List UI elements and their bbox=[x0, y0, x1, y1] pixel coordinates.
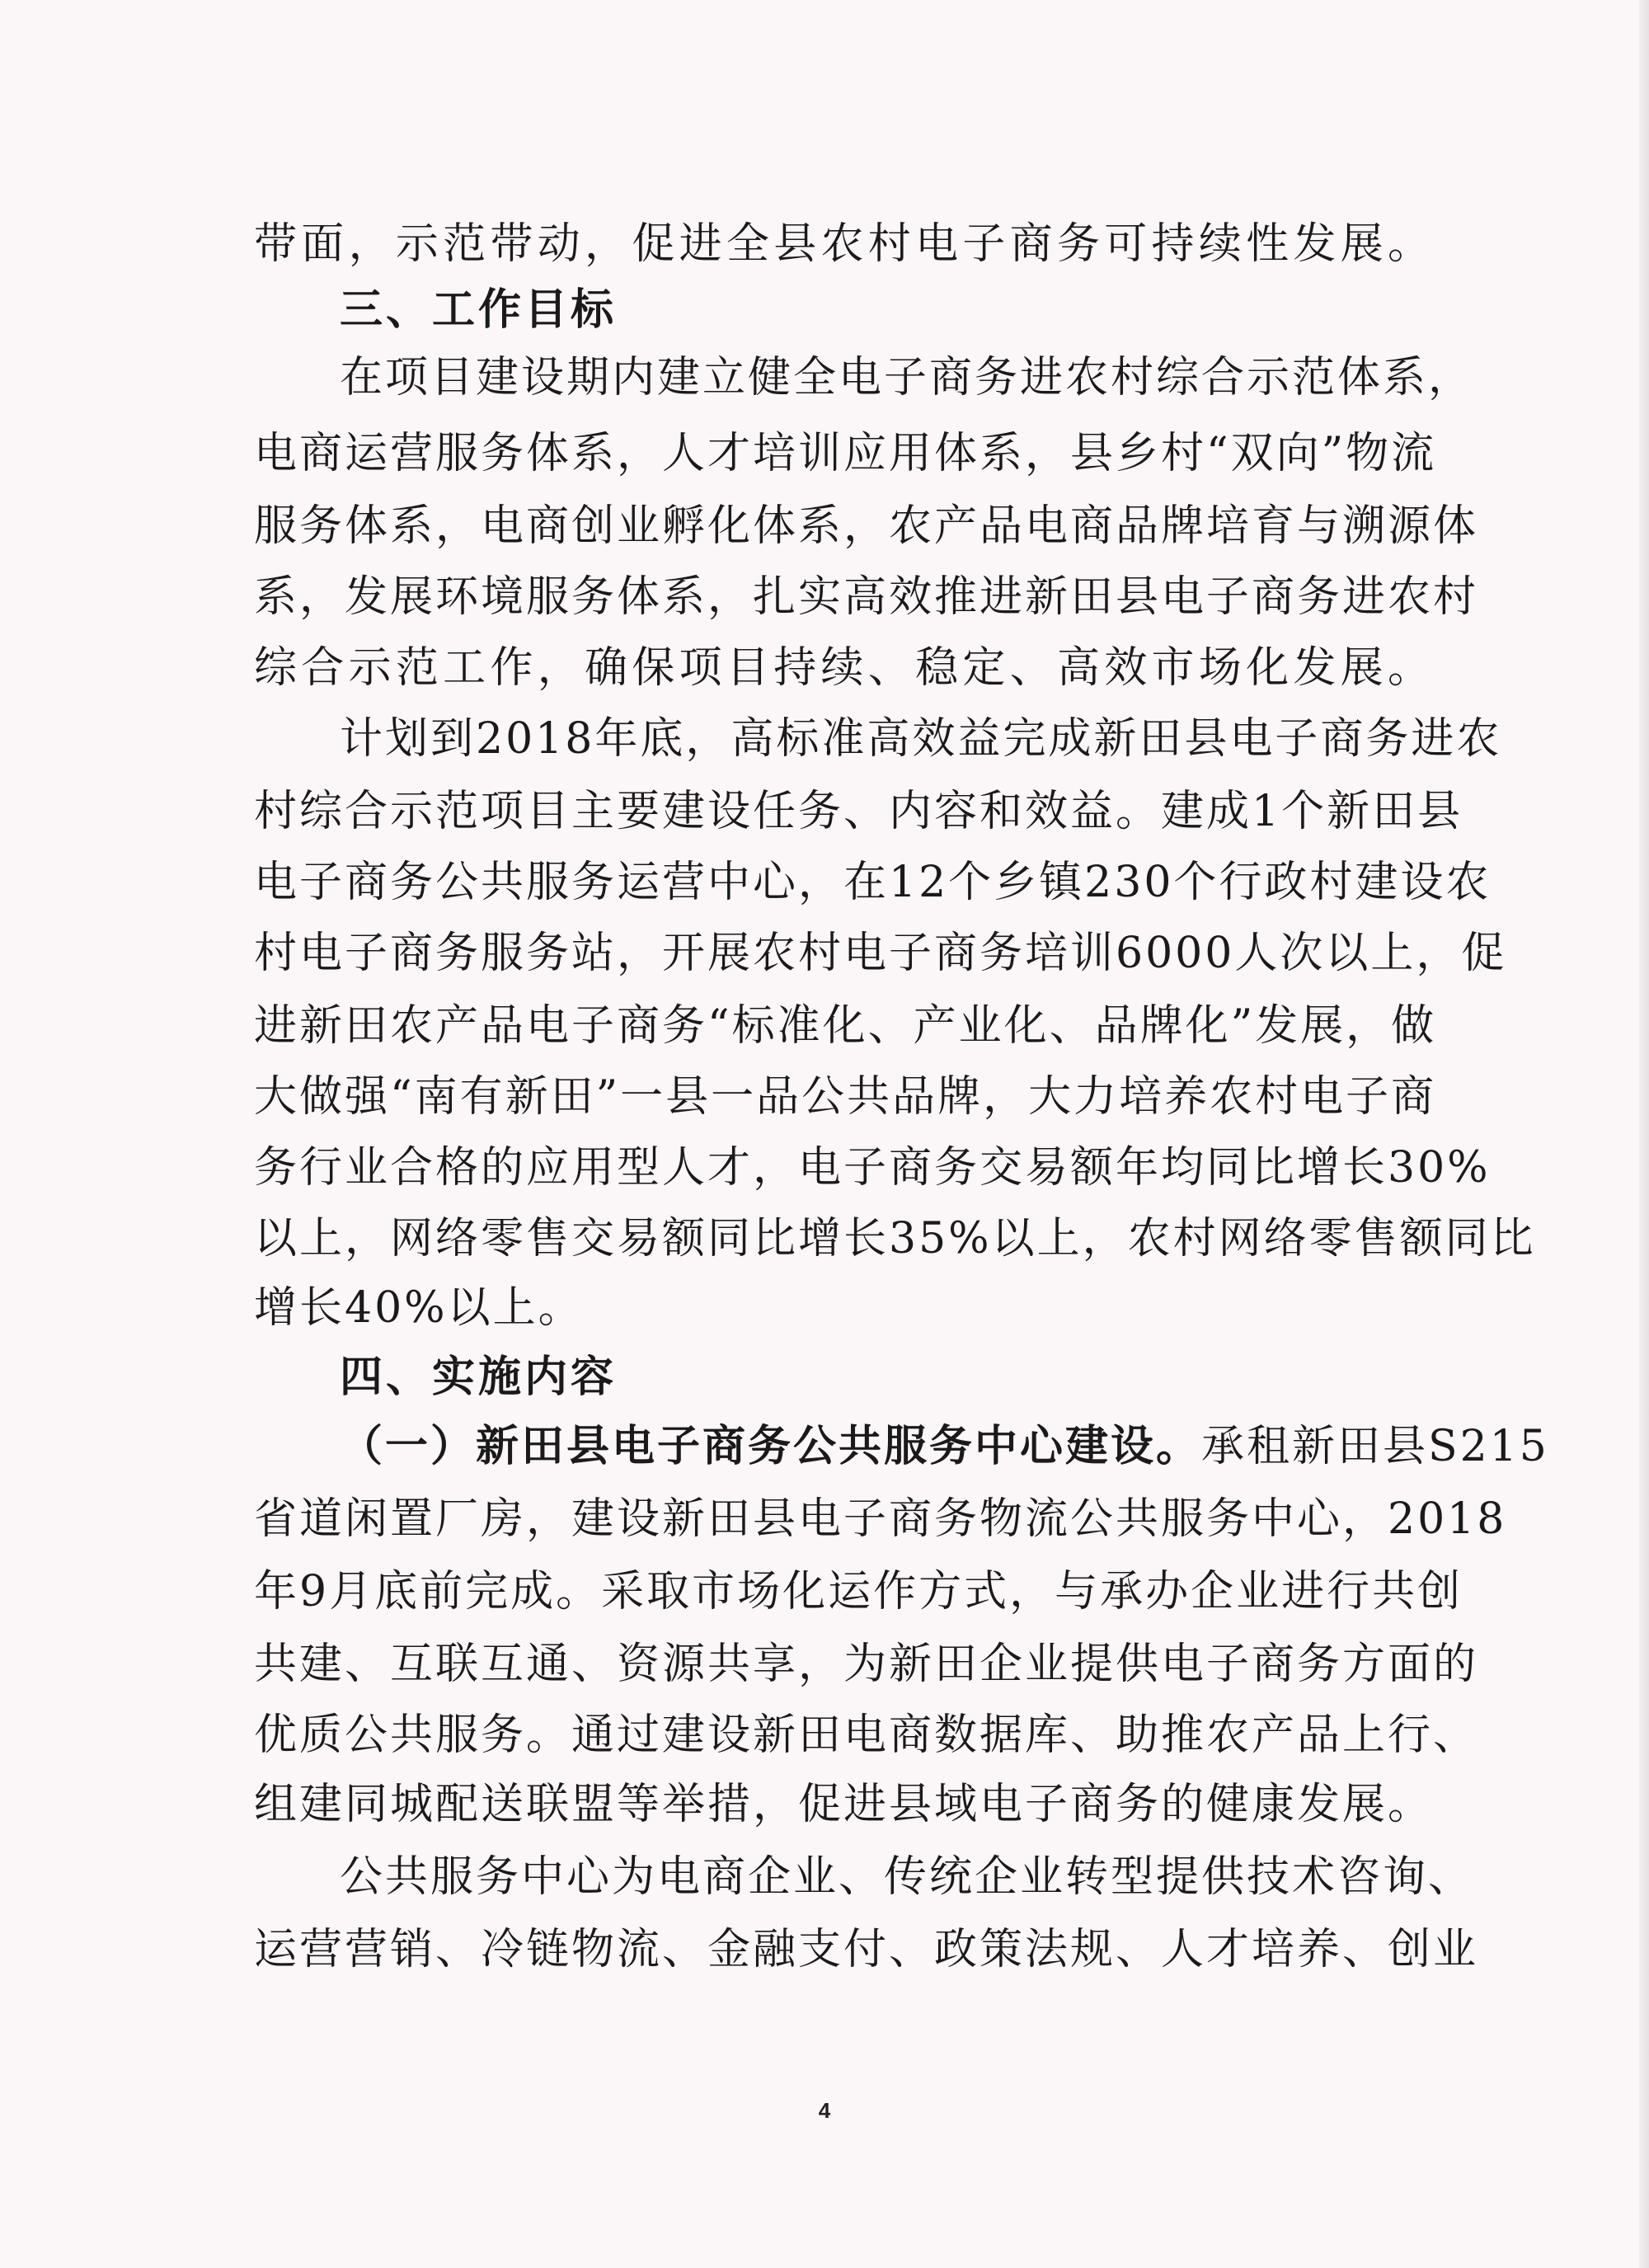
page-number: 4 bbox=[818, 2098, 831, 2123]
body-line-18: 年9月底前完成。采取市场化运作方式，与承办企业进行共创 bbox=[254, 1567, 1463, 1616]
body-line-22: 公共服务中心为电商企业、传统企业转型提供技术咨询、 bbox=[340, 1852, 1474, 1902]
body-line-2: 在项目建设期内建立健全电子商务进农村综合示范体系， bbox=[340, 353, 1474, 402]
body-line-7: 计划到2018年底，高标准高效益完成新田县电子商务进农 bbox=[340, 714, 1502, 764]
body-line-15: 增长40%以上。 bbox=[254, 1283, 584, 1333]
scan-edge bbox=[1639, 0, 1649, 2268]
body-line-3: 电商运营服务体系，人才培训应用体系，县乡村“双向”物流 bbox=[254, 429, 1437, 478]
body-line-20: 优质公共服务。通过建设新田电商数据库、助推农产品上行、 bbox=[254, 1710, 1479, 1760]
body-line-16: 承租新田县S215 bbox=[1201, 1422, 1549, 1471]
body-line-6: 综合示范工作，确保项目持续、稳定、高效市场化发展。 bbox=[254, 643, 1433, 693]
body-line-8: 村综合示范项目主要建设任务、内容和效益。建成1个新田县 bbox=[254, 787, 1463, 836]
body-line-23: 运营营销、冷链物流、金融支付、政策法规、人才培养、创业 bbox=[254, 1925, 1479, 1974]
body-line-21: 组建同城配送联盟等举措，促进县域电子商务的健康发展。 bbox=[254, 1780, 1434, 1829]
body-line-13: 务行业合格的应用型人才，电子商务交易额年均同比增长30% bbox=[254, 1143, 1491, 1193]
body-line-5: 系，发展环境服务体系，扎实高效推进新田县电子商务进农村 bbox=[254, 572, 1479, 622]
body-line-19: 共建、互联互通、资源共享，为新田企业提供电子商务方面的 bbox=[254, 1640, 1479, 1689]
body-line-1: 带面，示范带动，促进全县农村电子商务可持续性发展。 bbox=[254, 219, 1433, 269]
body-line-10: 村电子商务服务站，开展农村电子商务培训6000人次以上，促 bbox=[254, 929, 1507, 978]
body-line-12: 大做强“南有新田”一县一品公共品牌，大力培养农村电子商 bbox=[254, 1072, 1437, 1122]
body-line-11: 进新田农产品电子商务“标准化、产业化、品牌化”发展，做 bbox=[254, 1001, 1437, 1051]
body-line-17: 省道闲置厂房，建设新田县电子商务物流公共服务中心，2018 bbox=[254, 1494, 1507, 1544]
subsection-paragraph-line bbox=[340, 1414, 1549, 1480]
body-line-9: 电子商务公共服务运营中心，在12个乡镇230个行政村建设农 bbox=[254, 858, 1492, 907]
body-line-4: 服务体系，电商创业孵化体系，农产品电商品牌培育与溯源体 bbox=[254, 501, 1479, 551]
section-heading-work-goals: 三、工作目标 bbox=[340, 285, 618, 335]
body-line-14: 以上，网络零售交易额同比增长35%以上，农村网络零售额同比 bbox=[254, 1214, 1536, 1263]
section-heading-implementation: 四、实施内容 bbox=[340, 1353, 618, 1402]
subsection-heading-service-center: （一）新田县电子商务公共服务中心建设。 bbox=[340, 1421, 1202, 1471]
